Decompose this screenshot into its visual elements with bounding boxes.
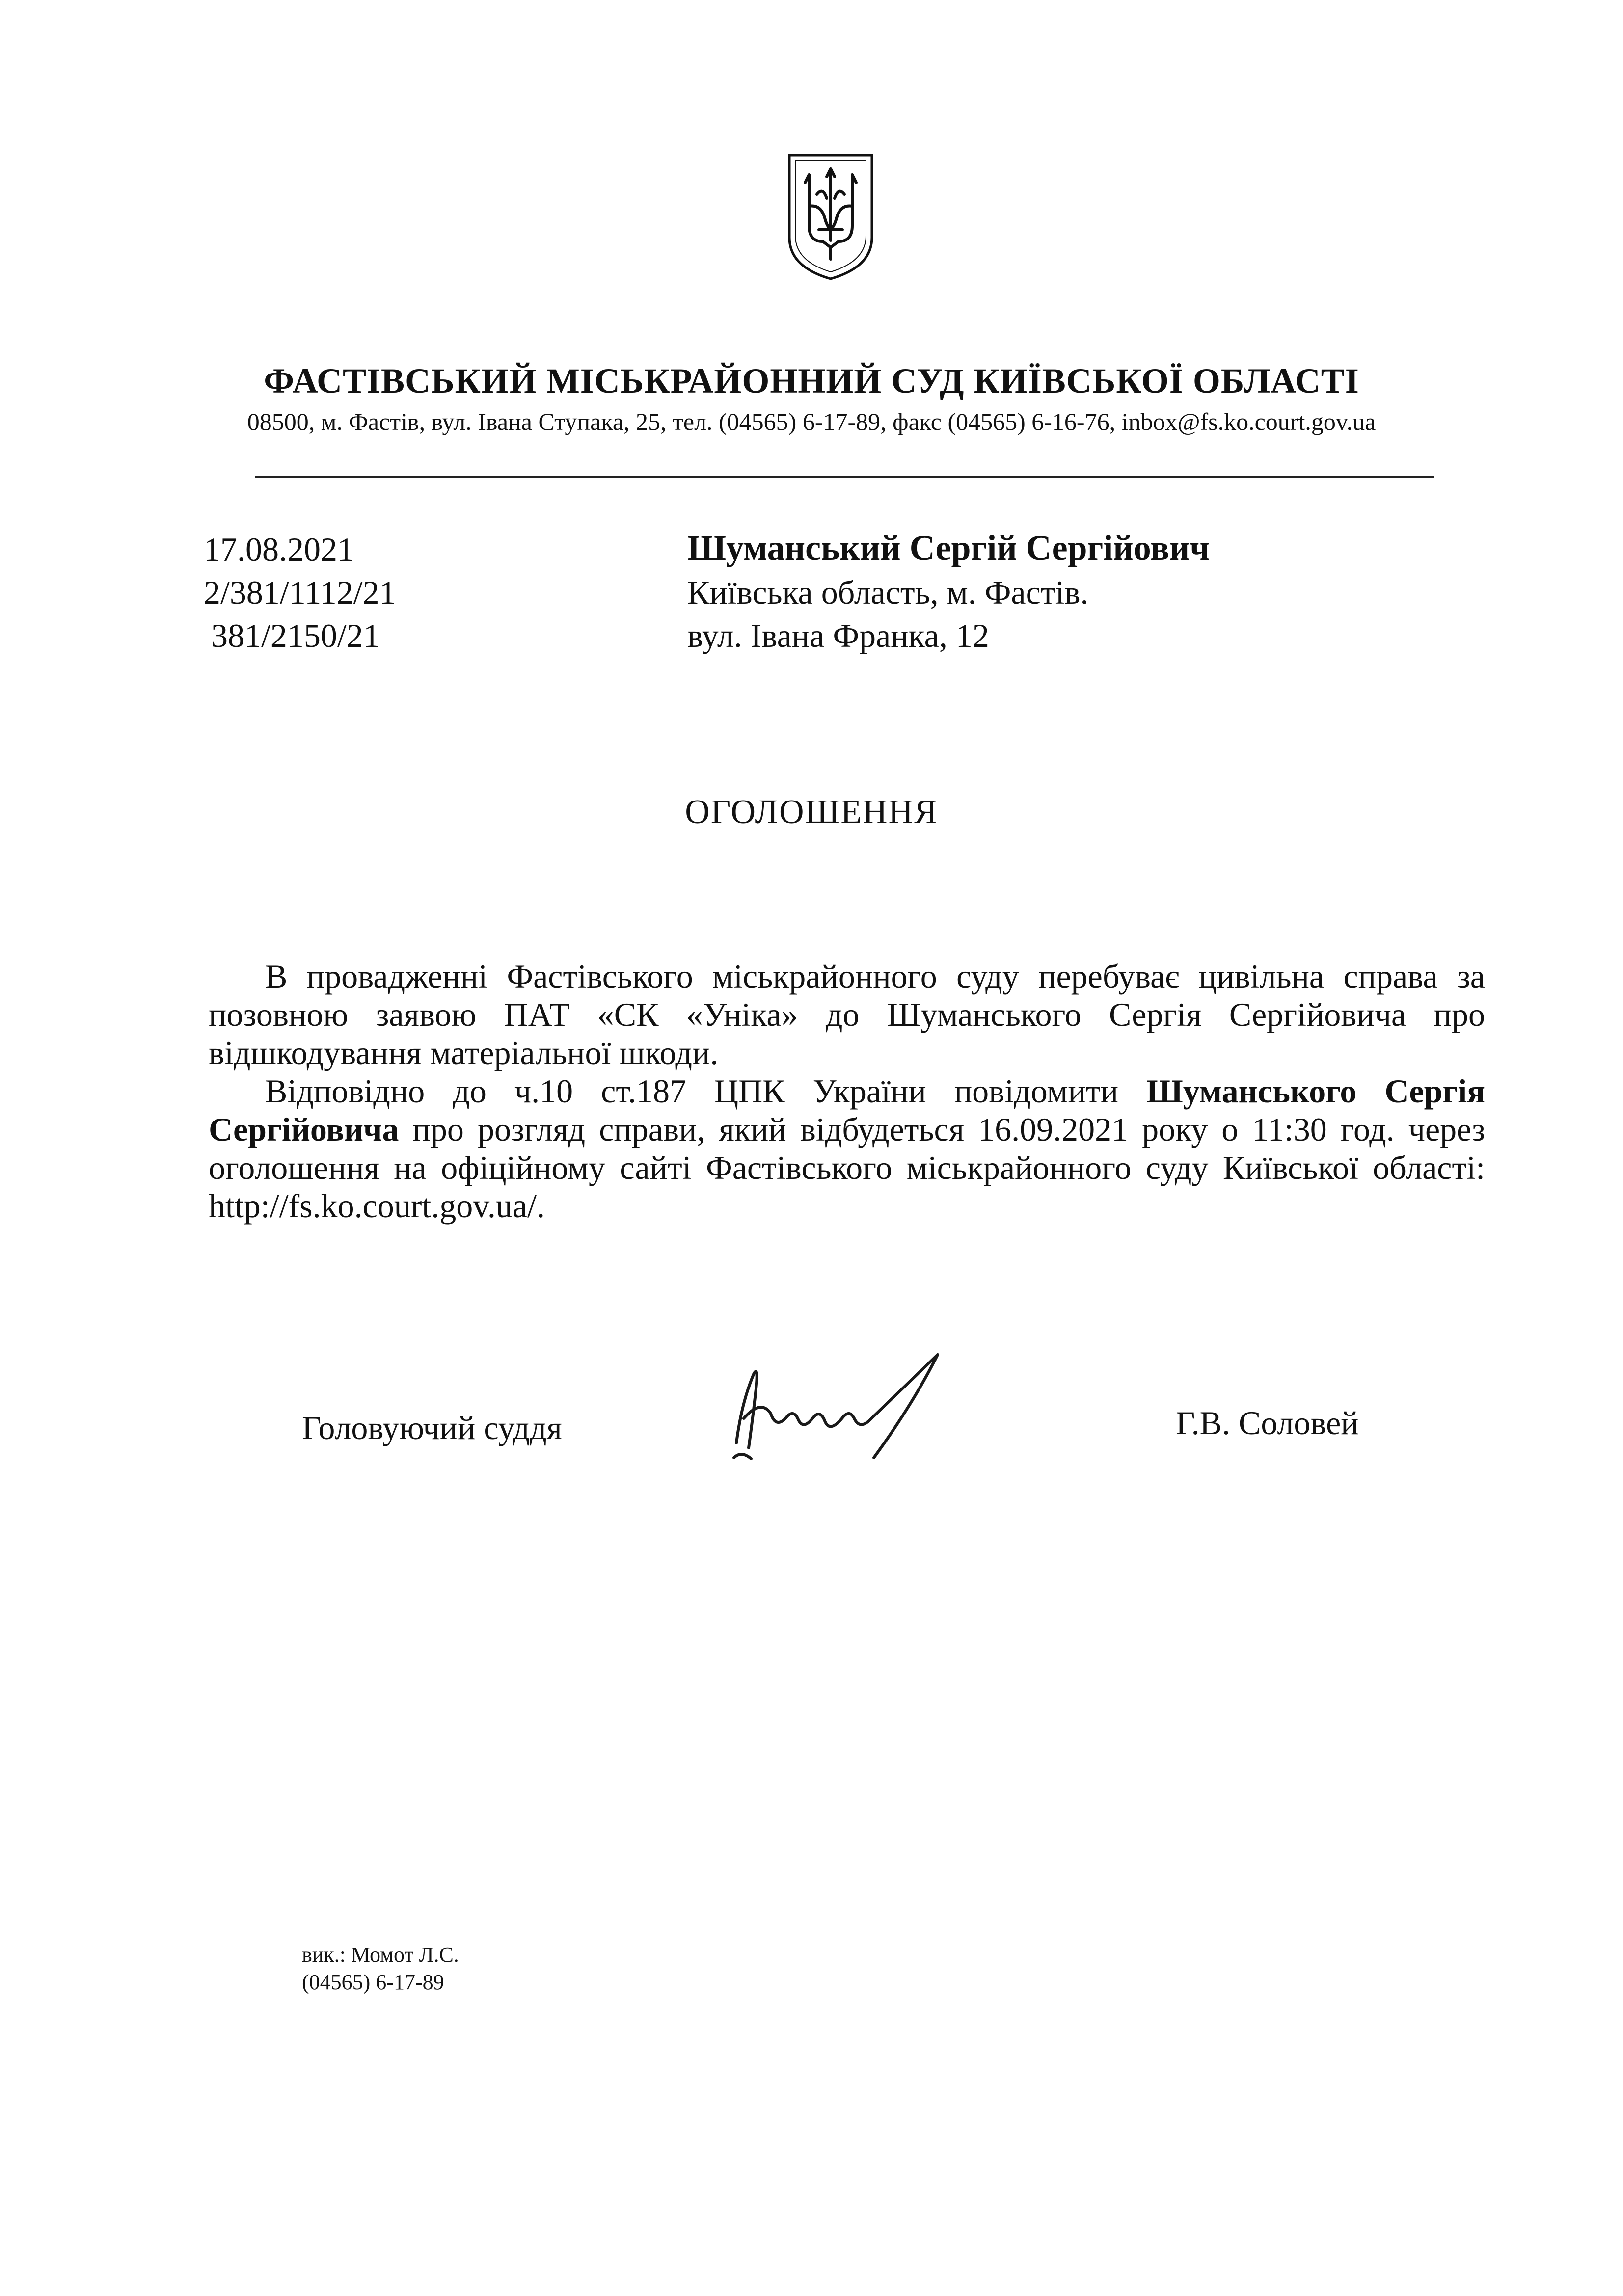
header-divider <box>255 476 1434 478</box>
body-paragraph-2-end: про розгляд справи, який відбудеться 16.09.2021 року о 11:30 год. через оголошення на офіційному сайті Фастівського міськрайонного суду Київської області: http://fs.ko.court.gov.ua/. <box>209 1111 1485 1225</box>
court-address: 08500, м. Фастів, вул. Івана Ступака, 25, тел. (04565) 6-17-89, факс (04565) 6-16-76, inbox@fs.ko.court.gov.ua <box>247 408 1376 435</box>
executor-name: вик.: Момот Л.С. <box>302 1943 459 1967</box>
court-name: ФАСТІВСЬКИЙ МІСЬКРАЙОННИЙ СУД КИЇВСЬКОЇ ОБЛАСТІ <box>264 361 1359 400</box>
defendant-name-bold: Шуманського Сергія Сергійовича <box>209 1072 1485 1148</box>
recipient-region-city: Київська область, м. Фастів. <box>687 574 1089 611</box>
recipient-name: Шуманський Сергій Сергійович <box>687 528 1210 567</box>
executor-info <box>302 1941 459 1996</box>
announcement-body <box>209 957 1485 1225</box>
executor-phone: (04565) 6-17-89 <box>302 1970 444 1994</box>
trident-emblem-icon <box>782 147 880 285</box>
document-date: 17.08.2021 <box>204 531 354 568</box>
signature-role: Головуючий суддя <box>302 1409 562 1446</box>
ref-number: 381/2150/21 <box>211 617 380 654</box>
handwritten-signature <box>707 1345 952 1472</box>
body-paragraph-2 <box>209 1072 1485 1225</box>
judge-name: Г.В. Соловей <box>1176 1404 1359 1442</box>
recipient-street: вул. Івана Франка, 12 <box>687 617 989 654</box>
body-paragraph-2-start: Відповідно до ч.10 ст.187 ЦПК України повідомити <box>265 1072 1147 1110</box>
document-title: ОГОЛОШЕННЯ <box>685 793 938 831</box>
body-paragraph-1: В провадженні Фастівського міськрайонного суду перебуває цивільна справа за позовною заявою ПАТ «СК «Уніка» до Шуманського Сергія Сергійовича про відшкодування матеріальної шкоди. <box>209 958 1485 1071</box>
case-number: 2/381/1112/21 <box>204 574 396 611</box>
